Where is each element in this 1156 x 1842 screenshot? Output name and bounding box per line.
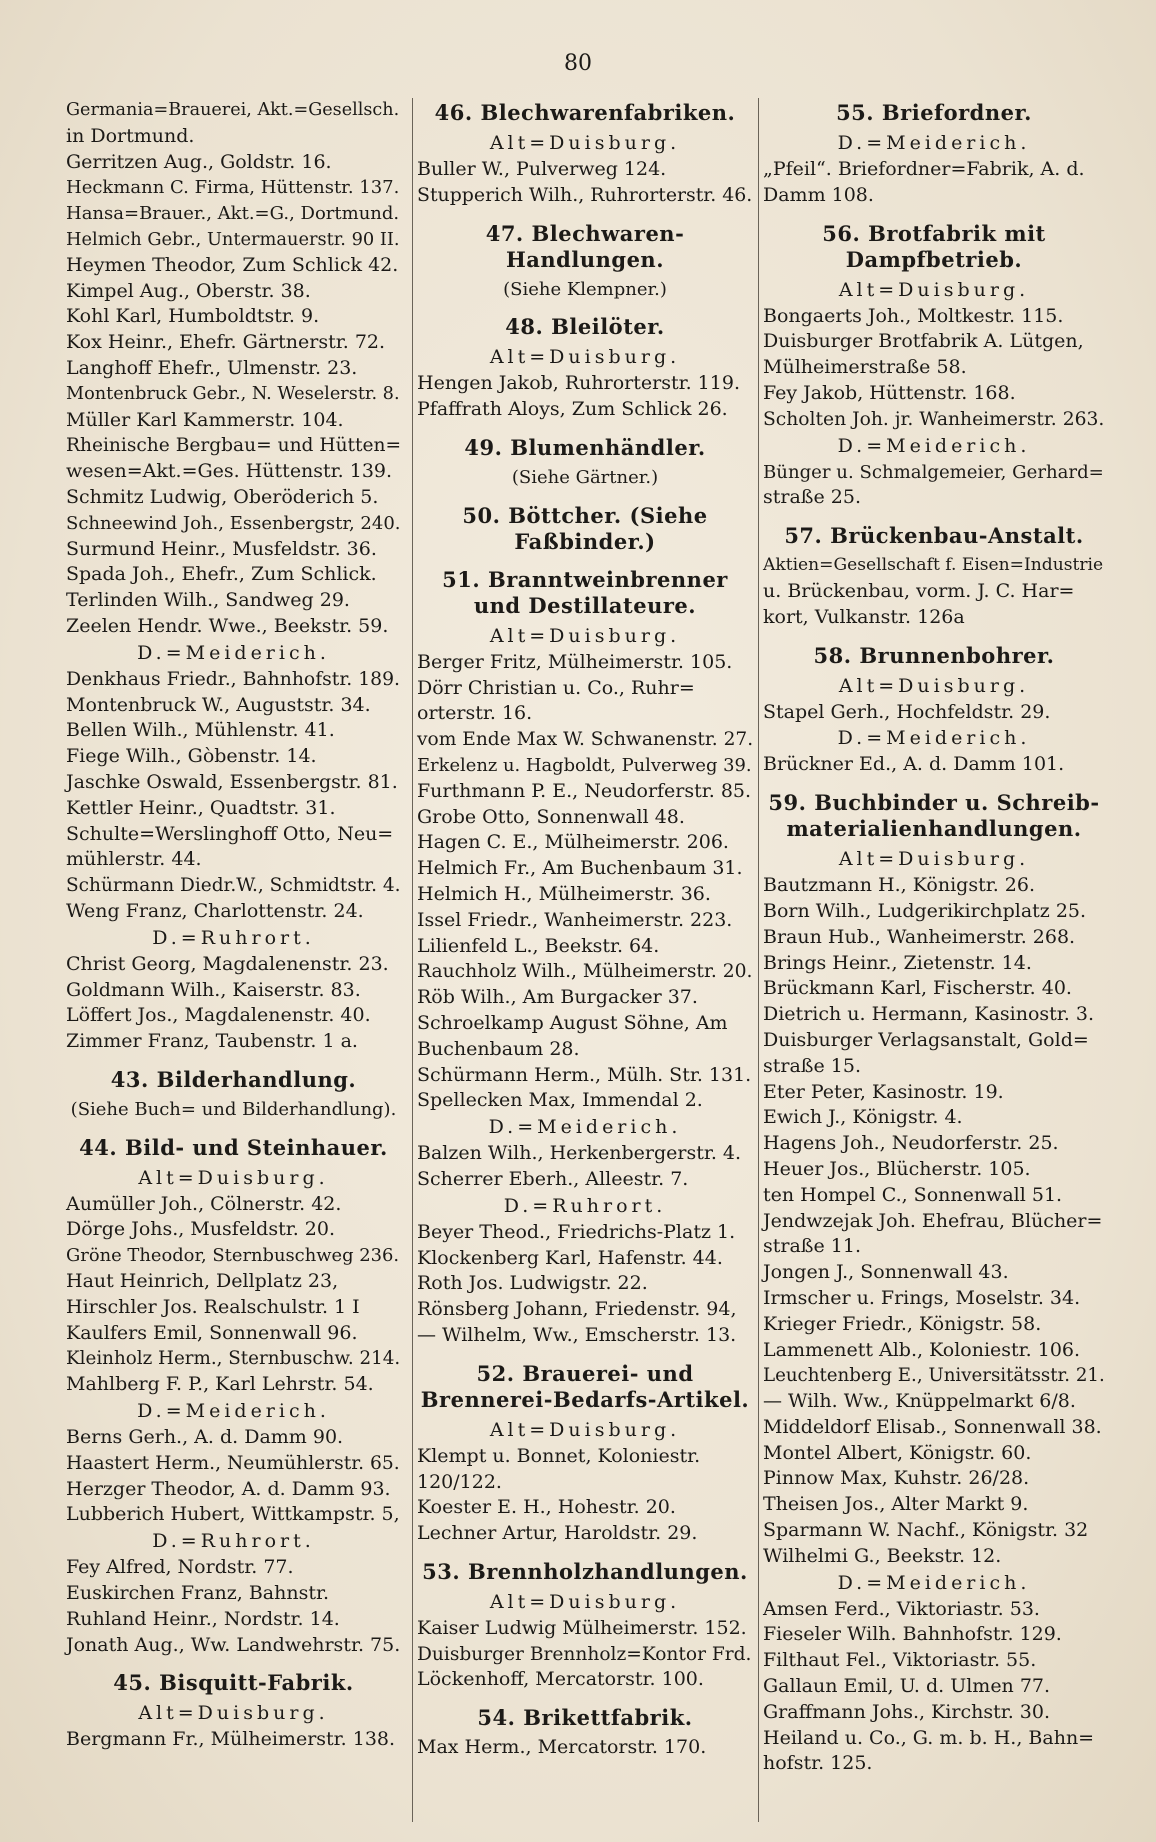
directory-entry: Klempt u. Bonnet, Koloniestr. <box>417 1444 701 1467</box>
directory-entry: Röb Wilh., Am Burgacker 37. <box>417 986 698 1009</box>
section-heading-title: 56. Brotfabrik mit <box>822 220 1046 246</box>
column-1 <box>66 98 401 1822</box>
directory-entry: Rauchholz Wilh., Mülheimerstr. 20. <box>417 961 753 983</box>
section-heading <box>763 790 1105 842</box>
directory-entry: Wilhelmi G., Beekstr. 12. <box>763 1544 1002 1567</box>
district-label: D.=Meiderich. <box>837 434 1031 457</box>
directory-entry: Ruhland Heinr., Nordstr. 14. <box>66 1607 340 1630</box>
section-heading-subtitle: Dampfbetrieb. <box>845 246 1023 272</box>
directory-entry: Hansa=Brauer., Akt.=G., Dortmund. <box>66 203 400 225</box>
district-label: Alt=Duisburg. <box>138 1702 329 1725</box>
section-heading-subtitle: materialienhandlungen. <box>786 816 1082 842</box>
directory-entry: Weng Franz, Charlottenstr. 24. <box>66 899 364 922</box>
directory-entry: Schmitz Ludwig, Oberöderich 5. <box>66 485 379 508</box>
directory-entry: Denkhaus Friedr., Bahnhofstr. 189. <box>66 668 401 690</box>
directory-entry: Goldmann Wilh., Kaiserstr. 83. <box>66 978 361 1001</box>
directory-entry: Grobe Otto, Sonnenwall 48. <box>417 805 685 828</box>
section-heading-subtitle: Brennerei-Bedarfs-Artikel. <box>420 1386 750 1412</box>
directory-entry: Ewich J., Königstr. 4. <box>763 1106 963 1129</box>
district-label: D.=Meiderich. <box>137 1400 330 1423</box>
section-heading-title: 44. Bild- und Steinhauer. <box>79 1134 388 1160</box>
directory-entry: Dietrich u. Hermann, Kasinostr. 3. <box>763 1003 1094 1026</box>
directory-entry: straße 11. <box>763 1235 861 1258</box>
directory-entry: Kaiser Ludwig Mülheimerstr. 152. <box>417 1616 747 1639</box>
section-heading <box>417 1559 753 1585</box>
section-heading <box>763 100 1105 126</box>
directory-entry: Braun Hub., Wanheimerstr. 268. <box>763 925 1076 948</box>
directory-entry: Jongen J., Sonnenwall 43. <box>763 1261 1009 1284</box>
district-label: D.=Ruhrort. <box>503 1194 667 1217</box>
directory-entry: Born Wilh., Ludgerikirchplatz 25. <box>763 899 1087 922</box>
section-heading-title: 46. Blechwarenfabriken. <box>434 100 736 125</box>
column-2 <box>412 98 753 1822</box>
directory-entry: Rheinische Bergbau= und Hütten= <box>66 435 402 457</box>
district-label: D.=Meiderich. <box>488 1116 682 1139</box>
section-heading-title: 50. Böttcher. (Siehe Faßbinder.) <box>462 502 708 554</box>
directory-entry: Lechner Artur, Haroldstr. 29. <box>417 1522 698 1545</box>
directory-entry: Euskirchen Franz, Bahnstr. <box>66 1582 330 1605</box>
directory-entry: Zimmer Franz, Taubenstr. 1 a. <box>66 1030 358 1053</box>
section-heading <box>417 435 753 461</box>
directory-entry: Schürmann Diedr.W., Schmidtstr. 4. <box>66 875 401 897</box>
directory-entry: Middeldorf Elisab., Sonnenwall 38. <box>763 1415 1102 1438</box>
directory-entry: kort, Vulkanstr. 126a <box>763 605 965 628</box>
directory-entry: mühlerstr. 44. <box>66 848 202 871</box>
directory-entry: Helmich Fr., Am Buchenbaum 31. <box>417 857 743 880</box>
directory-entry: Bongaerts Joh., Moltkestr. 115. <box>763 304 1064 327</box>
directory-entry: Bautzmann H., Königstr. 26. <box>763 874 1035 897</box>
directory-entry: Roth Jos. Ludwigstr. 22. <box>417 1272 648 1295</box>
section-heading-title: 59. Buchbinder u. Schreib- <box>768 790 1100 816</box>
directory-entry: Leuchtenberg E., Universitätsstr. 21. <box>763 1365 1105 1387</box>
directory-entry: Schneewind Joh., Essenbergstr, 240. <box>66 512 401 534</box>
directory-entry: ten Hompel C., Sonnenwall 51. <box>763 1183 1063 1206</box>
directory-entry: Bünger u. Schmalgemeier, Gerhard= <box>763 461 1104 483</box>
directory-entry: Eter Peter, Kasinostr. 19. <box>763 1080 1004 1103</box>
section-heading <box>763 221 1105 273</box>
directory-entry: Buchenbaum 28. <box>417 1037 580 1060</box>
directory-entry: Heckmann C. Firma, Hüttenstr. 137. <box>66 177 400 199</box>
directory-entry: Lilienfeld L., Beekstr. 64. <box>417 934 660 957</box>
directory-entry: Dörr Christian u. Co., Ruhr= <box>417 676 695 699</box>
directory-entry: Gröne Theodor, Sternbuschweg 236. <box>66 1245 400 1267</box>
district-label: Alt=Duisburg. <box>138 1166 329 1189</box>
section-heading <box>417 567 753 619</box>
directory-entry: Krieger Friedr., Königstr. 58. <box>763 1312 1042 1335</box>
directory-entry: Aumüller Joh., Cölnerstr. 42. <box>66 1192 342 1215</box>
directory-entry: Mülheimerstraße 58. <box>763 356 967 379</box>
directory-entry: Haastert Herm., Neumühlerstr. 65. <box>66 1452 400 1474</box>
directory-entry: wesen=Akt.=Ges. Hüttenstr. 139. <box>66 460 393 483</box>
column-3 <box>758 98 1105 1822</box>
directory-entry: Brückmann Karl, Fischerstr. 40. <box>763 977 1072 1000</box>
section-heading <box>417 503 753 555</box>
district-label: D.=Meiderich. <box>137 641 330 664</box>
directory-entry: Montenbruck W., Auguststr. 34. <box>66 693 371 716</box>
directory-entry: Berger Fritz, Mülheimerstr. 105. <box>417 650 733 673</box>
section-heading-subtitle: und Destillateure. <box>473 592 697 618</box>
cross-reference-note: (Siehe Klempner.) <box>503 278 667 300</box>
district-label: D.=Meiderich. <box>837 1571 1031 1594</box>
directory-entry: Schürmann Herm., Mülh. Str. 131. <box>417 1063 752 1086</box>
directory-entry: Filthaut Fel., Viktoriastr. 55. <box>763 1649 1037 1672</box>
directory-entry: Aktien=Gesellschaft f. Eisen=Industrie <box>763 555 1104 576</box>
directory-entry: Helmich H., Mülheimerstr. 36. <box>417 882 711 905</box>
directory-entry: Herzger Theodor, A. d. Damm 93. <box>66 1477 391 1500</box>
district-label: D.=Ruhrort. <box>152 926 315 949</box>
directory-entry: Heymen Theodor, Zum Schlick 42. <box>66 253 399 276</box>
directory-entry: Duisburger Brotfabrik A. Lütgen, <box>763 330 1084 353</box>
directory-entry: Heiland u. Co., G. m. b. H., Bahn= <box>763 1726 1095 1749</box>
directory-entry: Buller W., Pulverweg 124. <box>417 158 667 180</box>
section-heading <box>417 221 753 273</box>
directory-entry: Bergmann Fr., Mülheimerstr. 138. <box>66 1728 396 1751</box>
directory-entry: Graffmann Johs., Kirchstr. 30. <box>763 1700 1051 1723</box>
section-heading <box>66 1135 401 1161</box>
directory-entry: Lubberich Hubert, Wittkampstr. 5, <box>66 1503 400 1526</box>
directory-entry: Damm 108. <box>763 183 874 206</box>
page-number: 80 <box>564 51 592 76</box>
district-label: D.=Meiderich. <box>837 727 1031 750</box>
directory-entry: Christ Georg, Magdalenenstr. 23. <box>66 952 389 975</box>
section-heading <box>763 523 1105 549</box>
directory-entry: — Wilh. Ww., Knüppelmarkt 6/8. <box>763 1390 1076 1413</box>
directory-entry: Zeelen Hendr. Wwe., Beekstr. 59. <box>66 614 389 637</box>
directory-entry: Pinnow Max, Kuhstr. 26/28. <box>763 1467 1030 1490</box>
directory-entry: Terlinden Wilh., Sandweg 29. <box>66 589 350 612</box>
directory-entry: Fiege Wilh., Gòbenstr. 14. <box>66 745 317 768</box>
district-label: Alt=Duisburg. <box>838 674 1030 697</box>
cross-reference-note: (Siehe Buch= und Bilderhandlung). <box>70 1098 397 1120</box>
section-heading-title: 55. Briefordner. <box>836 100 1032 125</box>
directory-entry: 120/122. <box>417 1470 502 1493</box>
directory-entry: Pfaffrath Aloys, Zum Schlick 26. <box>417 398 728 421</box>
directory-entry: Spada Joh., Ehefr., Zum Schlick. <box>66 563 377 586</box>
directory-entry: Bellen Wilh., Mühlenstr. 41. <box>66 719 335 742</box>
section-heading-title: 43. Bilderhandlung. <box>110 1066 357 1092</box>
district-label: Alt=Duisburg. <box>489 1418 681 1441</box>
section-heading <box>66 1670 401 1696</box>
directory-entry: Stupperich Wilh., Ruhrorterstr. 46. <box>417 183 753 206</box>
district-label: D.=Meiderich. <box>837 132 1031 154</box>
directory-entry: Klockenberg Karl, Hafenstr. 44. <box>417 1246 723 1269</box>
directory-entry: Gallaun Emil, U. d. Ulmen 77. <box>763 1675 1051 1698</box>
directory-entry: Mahlberg F. P., Karl Lehrstr. 54. <box>66 1373 374 1396</box>
directory-entry: Jonath Aug., Ww. Landwehrstr. 75. <box>66 1633 401 1656</box>
directory-entry: Jaschke Oswald, Essenbergstr. 81. <box>66 770 398 793</box>
section-heading-title: 53. Brennholzhandlungen. <box>422 1558 748 1584</box>
directory-entry: Hagens Joh., Neudorferstr. 25. <box>763 1132 1059 1155</box>
directory-entry: Balzen Wilh., Herkenbergerstr. 4. <box>417 1142 742 1165</box>
section-heading <box>417 314 753 340</box>
directory-entry: Koester E. H., Hohestr. 20. <box>417 1496 676 1519</box>
directory-entry: Kaulfers Emil, Sonnenwall 96. <box>66 1321 358 1344</box>
directory-entry: Irmscher u. Frings, Moselstr. 34. <box>763 1286 1081 1309</box>
directory-entry: — Wilhelm, Ww., Emscherstr. 13. <box>417 1323 737 1346</box>
directory-entry: u. Brückenbau, vorm. J. C. Har= <box>763 579 1075 602</box>
directory-entry: Helmich Gebr., Untermauerstr. 90 II. <box>66 228 400 250</box>
directory-entry: Montenbruck Gebr., N. Weselerstr. 8. <box>66 383 400 404</box>
directory-entry: Sparmann W. Nachf., Königstr. 32 <box>763 1519 1089 1542</box>
directory-entry: Haut Heinrich, Dellplatz 23, <box>66 1270 339 1293</box>
directory-entry: Surmund Heinr., Musfeldstr. 36. <box>66 537 377 560</box>
directory-entry: Hengen Jakob, Ruhrorterstr. 119. <box>417 372 740 395</box>
directory-entry: Theisen Jos., Alter Markt 9. <box>763 1493 1029 1516</box>
directory-entry: Löckenhoff, Mercatorstr. 100. <box>417 1668 704 1691</box>
section-heading-title: 48. Bleilöter. <box>505 314 665 340</box>
section-heading <box>417 1705 753 1731</box>
cross-reference-note: (Siehe Gärtner.) <box>511 466 659 488</box>
section-heading-title: 54. Brikettfabrik. <box>477 1705 693 1731</box>
directory-entry: Kox Heinr., Ehefr. Gärtnerstr. 72. <box>66 331 386 354</box>
directory-entry: Hirschler Jos. Realschulstr. 1 I <box>66 1295 360 1318</box>
directory-entry: Montel Albert, Königstr. 60. <box>763 1441 1032 1464</box>
section-heading-title: 47. Blechwaren-Handlungen. <box>485 220 685 272</box>
directory-entry: Stapel Gerh., Hochfeldstr. 29. <box>763 700 1051 723</box>
section-heading-title: 49. Blumenhändler. <box>464 434 706 460</box>
section-heading-title: 51. Branntweinbrenner <box>442 566 728 592</box>
directory-entry: Schroelkamp August Söhne, Am <box>417 1011 728 1034</box>
district-label: Alt=Duisburg. <box>489 1590 681 1613</box>
directory-entry: Fieseler Wilh. Bahnhofstr. 129. <box>763 1623 1062 1646</box>
directory-entry: Kohl Karl, Humboldtstr. 9. <box>66 305 320 328</box>
district-label: Alt=Duisburg. <box>489 132 681 154</box>
directory-entry: Fey Alfred, Nordstr. 77. <box>66 1556 294 1579</box>
district-label: Alt=Duisburg. <box>489 624 681 647</box>
directory-entry: Max Herm., Mercatorstr. 170. <box>417 1736 707 1759</box>
directory-entry: Scherrer Eberh., Alleestr. 7. <box>417 1167 689 1190</box>
directory-entry: Jendwzejak Joh. Ehefrau, Blücher= <box>763 1209 1103 1232</box>
directory-entry: Amsen Ferd., Viktoriastr. 53. <box>763 1597 1040 1620</box>
directory-entry: Lammenett Alb., Koloniestr. 106. <box>763 1338 1081 1361</box>
district-label: D.=Ruhrort. <box>152 1530 315 1553</box>
section-heading <box>763 643 1105 669</box>
directory-entry: Löffert Jos., Magdalenenstr. 40. <box>66 1004 371 1027</box>
directory-entry: Fey Jakob, Hüttenstr. 168. <box>763 381 1016 404</box>
directory-entry: vom Ende Max W. Schwanenstr. 27. <box>417 729 754 751</box>
district-label: Alt=Duisburg. <box>489 346 681 369</box>
section-heading <box>417 1361 753 1413</box>
directory-entry: Duisburger Brennholz=Kontor Frd. <box>417 1643 752 1665</box>
directory-entry: „Pfeil“. Briefordner=Fabrik, A. d. <box>763 158 1085 180</box>
section-heading <box>417 100 753 126</box>
directory-entry: straße 25. <box>763 486 861 509</box>
directory-entry: straße 15. <box>763 1054 861 1077</box>
section-heading <box>66 1067 401 1093</box>
directory-entry: Müller Karl Kammerstr. 104. <box>66 408 344 431</box>
directory-entry: Dörge Johs., Musfeldstr. 20. <box>66 1218 335 1241</box>
directory-entry: Kleinholz Herm., Sternbuschw. 214. <box>66 1348 401 1370</box>
district-label: Alt=Duisburg. <box>838 278 1030 301</box>
directory-entry: Duisburger Verlagsanstalt, Gold= <box>763 1028 1089 1051</box>
directory-entry: Spellecken Max, Immendal 2. <box>417 1089 703 1112</box>
district-label: Alt=Duisburg. <box>838 848 1030 871</box>
directory-entry: Heuer Jos., Blücherstr. 105. <box>763 1157 1031 1180</box>
directory-entry: hofstr. 125. <box>763 1752 873 1775</box>
section-heading-title: 57. Brückenbau-Anstalt. <box>784 523 1084 549</box>
directory-entry: Erkelenz u. Hagboldt, Pulverweg 39. <box>417 754 752 776</box>
directory-entry: Kimpel Aug., Oberstr. 38. <box>66 279 311 302</box>
directory-entry: Furthmann P. E., Neudorferstr. 85. <box>417 779 752 802</box>
section-heading-title: 45. Bisquitt-Fabrik. <box>113 1670 354 1696</box>
directory-entry: Germania=Brauerei, Akt.=Gesellsch. <box>66 100 400 120</box>
directory-entry: Gerritzen Aug., Goldstr. 16. <box>66 150 332 173</box>
directory-entry: in Dortmund. <box>66 124 195 147</box>
directory-entry: Brückner Ed., A. d. Damm 101. <box>763 753 1065 776</box>
directory-entry: Scholten Joh. jr. Wanheimerstr. 263. <box>763 408 1105 430</box>
directory-entry: Rönsberg Johann, Friedenstr. 94, <box>417 1298 737 1321</box>
section-heading-title: 58. Brunnenbohrer. <box>813 642 1055 668</box>
directory-entry: Issel Friedr., Wanheimerstr. 223. <box>417 908 733 931</box>
directory-entry: Brings Heinr., Zietenstr. 14. <box>763 951 1032 974</box>
directory-entry: Kettler Heinr., Quadtstr. 31. <box>66 796 336 819</box>
section-heading-title: 52. Brauerei- und <box>476 1360 694 1386</box>
directory-entry: Hagen C. E., Mülheimerstr. 206. <box>417 831 729 854</box>
directory-entry: orterstr. 16. <box>417 702 533 725</box>
directory-entry: Langhoff Ehefr., Ulmenstr. 23. <box>66 356 358 379</box>
directory-entry: Schulte=Werslinghoff Otto, Neu= <box>66 822 394 845</box>
directory-entry: Berns Gerh., A. d. Damm 90. <box>66 1426 344 1449</box>
directory-entry: Beyer Theod., Friedrichs-Platz 1. <box>417 1220 736 1243</box>
